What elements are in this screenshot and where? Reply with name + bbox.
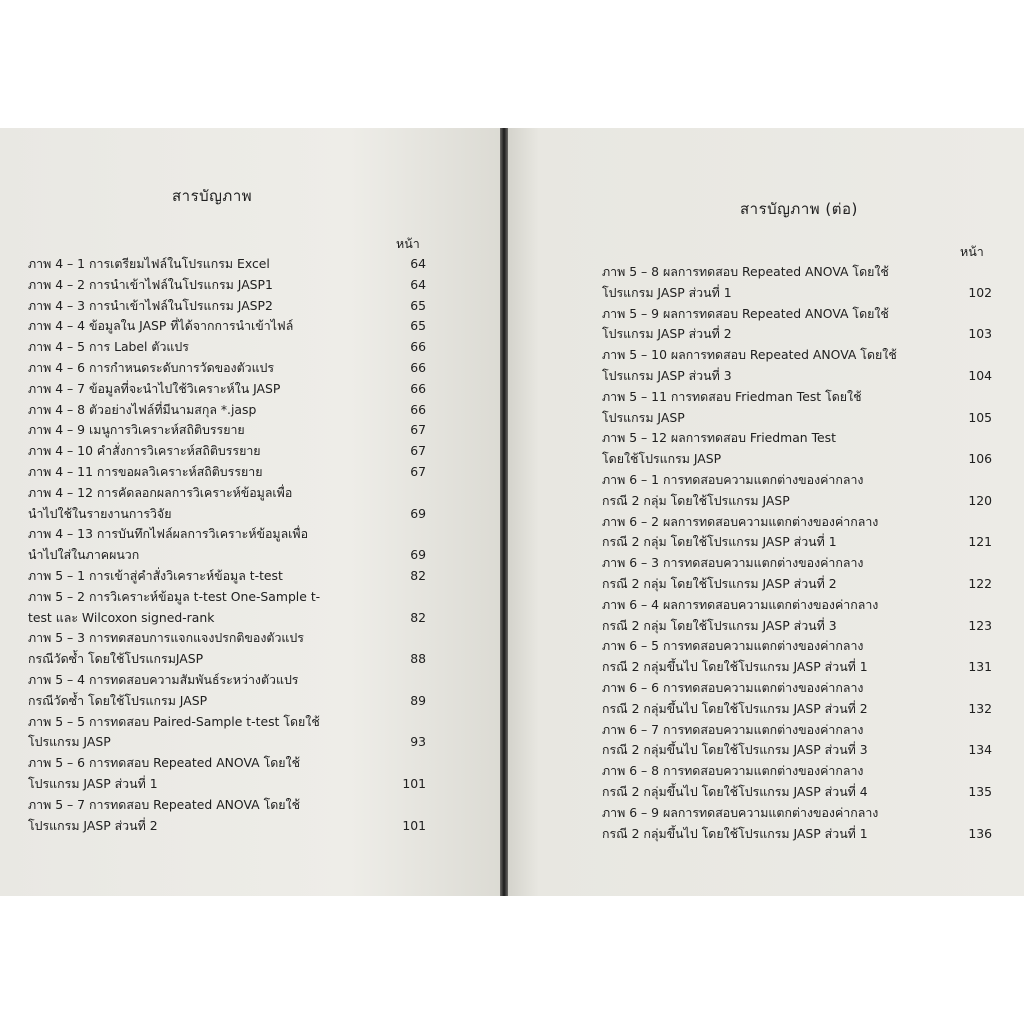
entry-page-number: 135: [968, 783, 992, 799]
toc-entry: [602, 636, 992, 678]
entry-caption-line: นำไปใช้ในรายงานการวิจัย: [28, 505, 172, 521]
toc-entry: [28, 670, 426, 712]
entry-caption-line: ภาพ 5 – 9 ผลการทดสอบ Repeated ANOVA โดยใช้: [602, 305, 889, 321]
toc-entry: [602, 304, 992, 346]
entry-page-number: 65: [410, 318, 426, 334]
entry-caption-line: ภาพ 5 – 11 การทดสอบ Friedman Test โดยใช้: [602, 388, 862, 404]
entry-caption-line: ภาพ 4 – 3 การนำเข้าไฟล์ในโปรแกรม JASP2: [28, 297, 273, 313]
entry-caption-line: โปรแกรม JASP ส่วนที่ 1: [602, 284, 732, 300]
entry-caption-line: ภาพ 5 – 6 การทดสอบ Repeated ANOVA โดยใช้: [28, 755, 300, 771]
entry-caption-line: กรณี 2 กลุ่ม โดยใช้โปรแกรม JASP ส่วนที่ 1: [602, 534, 837, 550]
entry-caption-line: ภาพ 5 – 1 การเข้าสู่คำสั่งวิเคราะห์ข้อมูล t-test: [28, 567, 283, 583]
toc-entry: [28, 566, 426, 587]
entry-page-number: 65: [410, 297, 426, 313]
entry-caption-line: ภาพ 6 – 1 การทดสอบความแตกต่างของค่ากลาง: [602, 471, 864, 487]
toc-entry: [28, 753, 426, 795]
toc-entry: [602, 678, 992, 720]
page-title: สารบัญภาพ (ต่อ): [740, 200, 858, 218]
entry-page-number: 82: [410, 567, 426, 583]
entry-page-number: 66: [410, 359, 426, 375]
entry-caption-line: ภาพ 5 – 12 ผลการทดสอบ Friedman Test: [602, 430, 836, 446]
entry-caption-line: ภาพ 6 – 9 ผลการทดสอบความแตกต่างของค่ากลาง: [602, 804, 879, 820]
entry-page-number: 66: [410, 380, 426, 396]
figure-list: [28, 254, 426, 836]
entry-caption-line: ภาพ 4 – 7 ข้อมูลที่จะนำไปใช้วิเคราะห์ใน JASP: [28, 380, 281, 396]
toc-entry: [602, 720, 992, 762]
entry-page-number: 64: [410, 256, 426, 271]
entry-caption-line: กรณี 2 กลุ่มขึ้นไป โดยใช้โปรแกรม JASP ส่วนที่ 1: [602, 825, 868, 841]
entry-caption-line: ภาพ 6 – 5 การทดสอบความแตกต่างของค่ากลาง: [602, 638, 864, 654]
entry-caption-line: กรณี 2 กลุ่ม โดยใช้โปรแกรม JASP ส่วนที่ 3: [602, 617, 837, 633]
entry-caption-line: ภาพ 5 – 2 การวิเคราะห์ข้อมูล t-test One-Sample t-: [28, 588, 321, 604]
toc-entry: [28, 254, 426, 275]
toc-entry: [602, 553, 992, 595]
entry-page-number: 122: [968, 575, 992, 591]
entry-caption-line: กรณี 2 กลุ่มขึ้นไป โดยใช้โปรแกรม JASP ส่วนที่ 3: [602, 742, 868, 758]
entry-page-number: 123: [968, 617, 992, 633]
left-page: [0, 128, 500, 896]
entry-caption-line: ภาพ 4 – 6 การกำหนดระดับการวัดของตัวแปร: [28, 359, 275, 375]
entry-page-number: 120: [968, 492, 992, 508]
toc-entry: [602, 470, 992, 512]
entry-caption-line: ภาพ 4 – 12 การคัดลอกผลการวิเคราะห์ข้อมูลเพื่อ: [28, 484, 293, 500]
entry-caption-line: ภาพ 5 – 10 ผลการทดสอบ Repeated ANOVA โดยใช้: [602, 347, 897, 363]
entry-page-number: 101: [402, 775, 426, 791]
entry-caption-line: ภาพ 5 – 3 การทดสอบการแจกแจงปรกติของตัวแปร: [28, 630, 304, 646]
entry-caption-line: ภาพ 4 – 5 การ Label ตัวแปร: [28, 339, 189, 355]
toc-entry: [28, 420, 426, 441]
toc-entry: [602, 595, 992, 637]
toc-entry: [28, 296, 426, 317]
page-column-label: หน้า: [396, 236, 420, 251]
figure-list: [602, 262, 992, 844]
entry-caption-line: ภาพ 4 – 4 ข้อมูลใน JASP ที่ได้จากการนำเข้าไฟล์: [28, 318, 294, 334]
entry-page-number: 82: [410, 609, 426, 625]
entry-page-number: 93: [410, 734, 426, 750]
entry-page-number: 103: [968, 326, 992, 342]
entry-caption-line: โดยใช้โปรแกรม JASP: [602, 451, 722, 467]
entry-caption-line: ภาพ 5 – 5 การทดสอบ Paired-Sample t-test โดยใช้: [28, 713, 320, 729]
entry-caption-line: ภาพ 5 – 8 ผลการทดสอบ Repeated ANOVA โดยใช้: [602, 264, 889, 279]
entry-page-number: 66: [410, 401, 426, 417]
book-gutter: [500, 128, 508, 896]
entry-caption-line: โปรแกรม JASP: [28, 734, 111, 750]
entry-caption-line: ภาพ 4 – 1 การเตรียมไฟล์ในโปรแกรม Excel: [28, 256, 270, 271]
entry-caption-line: โปรแกรม JASP ส่วนที่ 2: [602, 326, 732, 342]
entry-page-number: 136: [968, 825, 992, 841]
entry-caption-line: ภาพ 4 – 9 เมนูการวิเคราะห์สถิติบรรยาย: [28, 422, 245, 438]
toc-entry: [28, 316, 426, 337]
entry-page-number: 101: [402, 817, 426, 833]
entry-caption-line: โปรแกรม JASP: [602, 409, 685, 425]
entry-page-number: 105: [968, 409, 992, 425]
entry-caption-line: ภาพ 4 – 2 การนำเข้าไฟล์ในโปรแกรม JASP1: [28, 276, 273, 292]
toc-entry: [28, 795, 426, 837]
entry-caption-line: ภาพ 4 – 11 การขอผลวิเคราะห์สถิติบรรยาย: [28, 463, 263, 479]
entry-caption-line: ภาพ 4 – 8 ตัวอย่างไฟล์ที่มีนามสกุล *.jasp: [28, 401, 257, 417]
toc-entry: [602, 387, 992, 429]
entry-caption-line: กรณีวัดซ้ำ โดยใช้โปรแกรมJASP: [28, 651, 204, 667]
entry-page-number: 89: [410, 692, 426, 708]
entry-page-number: 106: [968, 451, 992, 467]
entry-caption-line: กรณีวัดซ้ำ โดยใช้โปรแกรม JASP: [28, 692, 208, 708]
entry-caption-line: โปรแกรม JASP ส่วนที่ 3: [602, 367, 732, 383]
toc-entry: [602, 262, 992, 304]
right-page: [508, 128, 1024, 896]
entry-page-number: 88: [410, 651, 426, 667]
toc-entry: [28, 337, 426, 358]
toc-entry: [28, 483, 426, 525]
entry-caption-line: กรณี 2 กลุ่ม โดยใช้โปรแกรม JASP: [602, 492, 790, 508]
entry-caption-line: กรณี 2 กลุ่มขึ้นไป โดยใช้โปรแกรม JASP ส่วนที่ 1: [602, 659, 868, 675]
entry-caption-line: กรณี 2 กลุ่ม โดยใช้โปรแกรม JASP ส่วนที่ 2: [602, 575, 837, 591]
entry-caption-line: ภาพ 6 – 6 การทดสอบความแตกต่างของค่ากลาง: [602, 679, 864, 695]
toc-entry: [28, 524, 426, 566]
toc-entry: [602, 803, 992, 845]
toc-entry: [602, 761, 992, 803]
entry-caption-line: ภาพ 5 – 7 การทดสอบ Repeated ANOVA โดยใช้: [28, 796, 300, 812]
entry-page-number: 66: [410, 339, 426, 355]
toc-entry: [28, 628, 426, 670]
entry-caption-line: โปรแกรม JASP ส่วนที่ 1: [28, 775, 158, 791]
entry-page-number: 69: [410, 547, 426, 563]
page-column-label: หน้า: [960, 244, 984, 259]
entry-page-number: 67: [410, 422, 426, 438]
toc-entry: [602, 345, 992, 387]
toc-entry: [28, 441, 426, 462]
entry-caption-line: ภาพ 6 – 3 การทดสอบความแตกต่างของค่ากลาง: [602, 555, 864, 571]
entry-page-number: 132: [968, 700, 992, 716]
entry-caption-line: ภาพ 6 – 2 ผลการทดสอบความแตกต่างของค่ากลาง: [602, 513, 879, 529]
toc-entry: [28, 712, 426, 754]
toc-entry: [28, 462, 426, 483]
entry-caption-line: โปรแกรม JASP ส่วนที่ 2: [28, 817, 158, 833]
entry-caption-line: ภาพ 5 – 4 การทดสอบความสัมพันธ์ระหว่างตัวแปร: [28, 671, 299, 687]
entry-page-number: 69: [410, 505, 426, 521]
toc-entry: [602, 428, 992, 470]
toc-entry: [602, 512, 992, 554]
entry-page-number: 67: [410, 463, 426, 479]
toc-entry: [28, 379, 426, 400]
entry-caption-line: กรณี 2 กลุ่มขึ้นไป โดยใช้โปรแกรม JASP ส่วนที่ 2: [602, 700, 868, 716]
entry-caption-line: ภาพ 6 – 4 ผลการทดสอบความแตกต่างของค่ากลาง: [602, 596, 879, 612]
toc-entry: [28, 275, 426, 296]
toc-entry: [28, 400, 426, 421]
toc-entry: [28, 587, 426, 629]
entry-page-number: 64: [410, 276, 426, 292]
entry-caption-line: นำไปใส่ในภาคผนวก: [28, 547, 140, 563]
entry-caption-line: กรณี 2 กลุ่มขึ้นไป โดยใช้โปรแกรม JASP ส่วนที่ 4: [602, 783, 868, 799]
entry-caption-line: ภาพ 4 – 10 คำสั่งการวิเคราะห์สถิติบรรยาย: [28, 443, 261, 459]
page-title: สารบัญภาพ: [172, 187, 253, 205]
entry-page-number: 131: [968, 659, 992, 675]
entry-page-number: 104: [968, 367, 992, 383]
entry-caption-line: ภาพ 4 – 13 การบันทึกไฟล์ผลการวิเคราะห์ข้อมูลเพื่อ: [28, 526, 309, 542]
toc-entry: [28, 358, 426, 379]
entry-caption-line: ภาพ 6 – 8 การทดสอบความแตกต่างของค่ากลาง: [602, 763, 864, 779]
entry-page-number: 121: [968, 534, 992, 550]
entry-page-number: 102: [968, 284, 992, 300]
entry-page-number: 67: [410, 443, 426, 459]
entry-page-number: 134: [968, 742, 992, 758]
entry-caption-line: test และ Wilcoxon signed-rank: [28, 609, 215, 625]
entry-caption-line: ภาพ 6 – 7 การทดสอบความแตกต่างของค่ากลาง: [602, 721, 864, 737]
